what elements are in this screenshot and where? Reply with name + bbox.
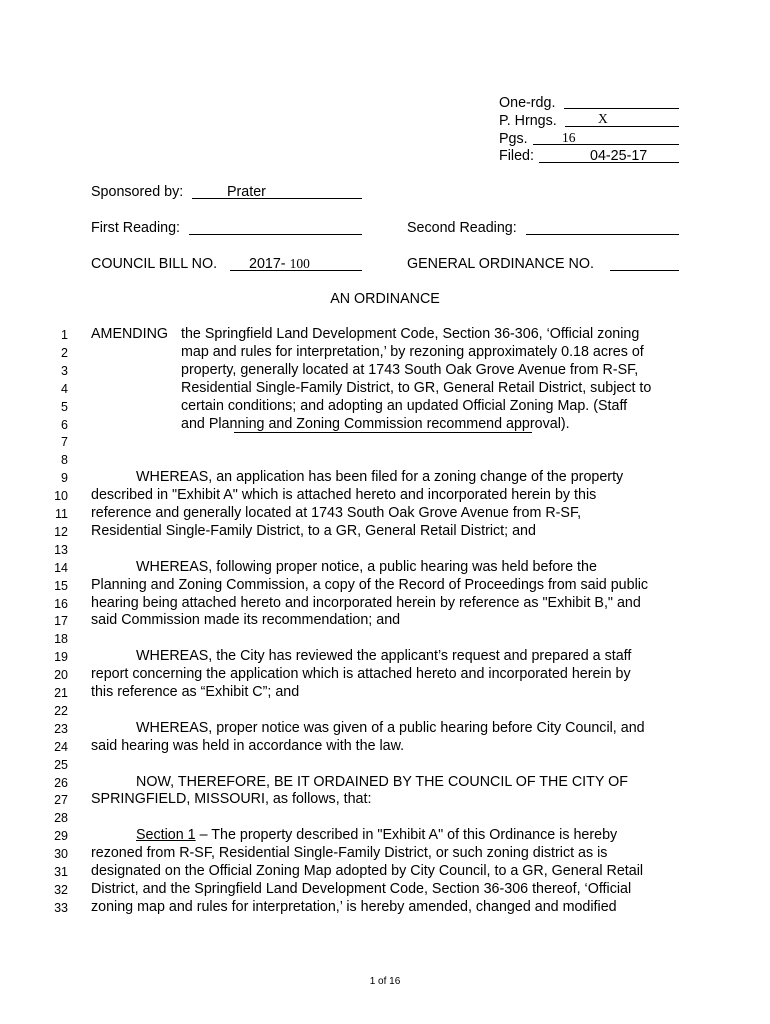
body-line: Residential Single-Family District, to a GR, General Retail District; and (91, 523, 536, 539)
line-number: 4 (61, 382, 68, 396)
general-ordinance-label: GENERAL ORDINANCE NO. (407, 256, 594, 272)
line-number: 3 (61, 364, 68, 378)
body-line: WHEREAS, following proper notice, a public hearing was held before the (136, 559, 597, 575)
line-number: 26 (54, 776, 68, 790)
body-line: zoning map and rules for interpretation,’ is hereby amended, changed and modified (91, 899, 617, 915)
body-line: NOW, THEREFORE, BE IT ORDAINED BY THE COUNCIL OF THE CITY OF (136, 774, 628, 790)
line-number: 10 (54, 489, 68, 503)
body-line: Planning and Zoning Commission, a copy of the Record of Proceedings from said public (91, 577, 649, 593)
one-rdg-label: One-rdg. (499, 95, 556, 111)
body-line: designated on the Official Zoning Map adopted by City Council, to a GR, General Retail (91, 863, 644, 879)
p-hrngs-label: P. Hrngs. (499, 113, 557, 129)
council-bill-prefix: 2017- (249, 256, 286, 272)
general-ordinance-line (610, 270, 679, 271)
council-bill-label: COUNCIL BILL NO. (91, 256, 218, 272)
page-number: 1 of 16 (369, 976, 401, 987)
second-reading-label: Second Reading: (407, 220, 517, 236)
body-line: WHEREAS, the City has reviewed the applicant’s request and prepared a staff (136, 648, 632, 664)
first-reading-label: First Reading: (91, 220, 180, 236)
section-1-text: – The property described in "Exhibit A" of this Ordinance is hereby (199, 827, 618, 843)
body-line: rezoned from R-SF, Residential Single-Family District, or such zoning district as is (91, 845, 608, 861)
line-number: 32 (54, 883, 68, 897)
filed-label: Filed: (499, 148, 534, 164)
council-bill-number: 100 (289, 256, 310, 271)
second-reading-line (526, 234, 679, 235)
body-line: described in "Exhibit A" which is attached hereto and incorporated herein by this (91, 487, 597, 503)
p-hrngs-row (499, 113, 557, 129)
body-line: property, generally located at 1743 South Oak Grove Avenue from R-SF, (181, 362, 639, 378)
ordinance-title: AN ORDINANCE (330, 291, 440, 307)
first-reading-line (189, 234, 362, 235)
line-number: 28 (54, 811, 68, 825)
body-line: SPRINGFIELD, MISSOURI, as follows, that: (91, 791, 372, 807)
line-number: 14 (54, 561, 68, 575)
one-rdg-line (564, 108, 679, 109)
filed-row (499, 148, 534, 164)
amending-separator (234, 432, 532, 433)
line-number: 30 (54, 847, 68, 861)
line-number: 31 (54, 865, 68, 879)
line-number: 5 (61, 400, 68, 414)
body-line: certain conditions; and adopting an updated Official Zoning Map. (Staff (181, 398, 628, 414)
body-line: WHEREAS, an application has been filed for a zoning change of the property (136, 469, 624, 485)
p-hrngs-line (565, 126, 679, 127)
line-number: 7 (61, 435, 68, 449)
pgs-row (499, 131, 528, 147)
body-line: said Commission made its recommendation; and (91, 612, 401, 628)
line-number: 11 (55, 507, 68, 521)
sponsor-value: Prater (227, 184, 266, 200)
amending-label: AMENDING (91, 326, 169, 342)
line-number: 13 (54, 543, 68, 557)
body-line: this reference as “Exhibit C”; and (91, 684, 300, 700)
line-number: 12 (54, 525, 68, 539)
filed-value: 04-25-17 (590, 148, 648, 164)
sponsor-label: Sponsored by: (91, 184, 184, 200)
line-number: 33 (54, 901, 68, 915)
body-line: WHEREAS, proper notice was given of a public hearing before City Council, and (136, 720, 645, 736)
line-number: 6 (61, 418, 68, 432)
body-line: District, and the Springfield Land Development Code, Section 36-306 thereof, ‘Official (91, 881, 632, 897)
body-line: Residential Single-Family District, to GR, General Retail District, subject to (181, 380, 652, 396)
line-number: 23 (54, 722, 68, 736)
body-line: said hearing was held in accordance with the law. (91, 738, 405, 754)
body-line (136, 827, 617, 843)
line-number: 24 (54, 740, 68, 754)
pgs-line (533, 144, 679, 145)
body-line: hearing being attached hereto and incorporated herein by reference as "Exhibit B," and (91, 595, 641, 611)
pgs-label: Pgs. (499, 131, 528, 147)
line-number: 1 (61, 328, 68, 342)
body-line: and Planning and Zoning Commission recommend approval). (181, 416, 570, 432)
line-number: 15 (54, 579, 68, 593)
line-number: 17 (54, 614, 68, 628)
line-number: 16 (54, 597, 68, 611)
line-number: 21 (54, 686, 68, 700)
line-number: 19 (54, 650, 68, 664)
line-number: 9 (61, 471, 68, 485)
line-number: 20 (54, 668, 68, 682)
body-line: reference and generally located at 1743 South Oak Grove Avenue from R-SF, (91, 505, 582, 521)
body-line: report concerning the application which is attached hereto and incorporated herein by (91, 666, 631, 682)
line-number: 29 (54, 829, 68, 843)
one-rdg-row (499, 95, 555, 111)
line-number: 18 (54, 632, 68, 646)
body-line: the Springfield Land Development Code, Section 36-306, ‘Official zoning (181, 326, 640, 342)
p-hrngs-value: X (598, 111, 608, 126)
line-number: 2 (61, 346, 68, 360)
line-number: 27 (54, 793, 68, 807)
body-line: map and rules for interpretation,’ by rezoning approximately 0.18 acres of (181, 344, 644, 360)
line-number: 8 (61, 453, 68, 467)
section-1-label: Section 1 (136, 827, 196, 843)
pgs-value: 16 (562, 130, 576, 145)
line-number: 22 (54, 704, 68, 718)
council-bill-value (249, 256, 310, 272)
line-number: 25 (54, 758, 68, 772)
sponsor-line (192, 198, 362, 199)
